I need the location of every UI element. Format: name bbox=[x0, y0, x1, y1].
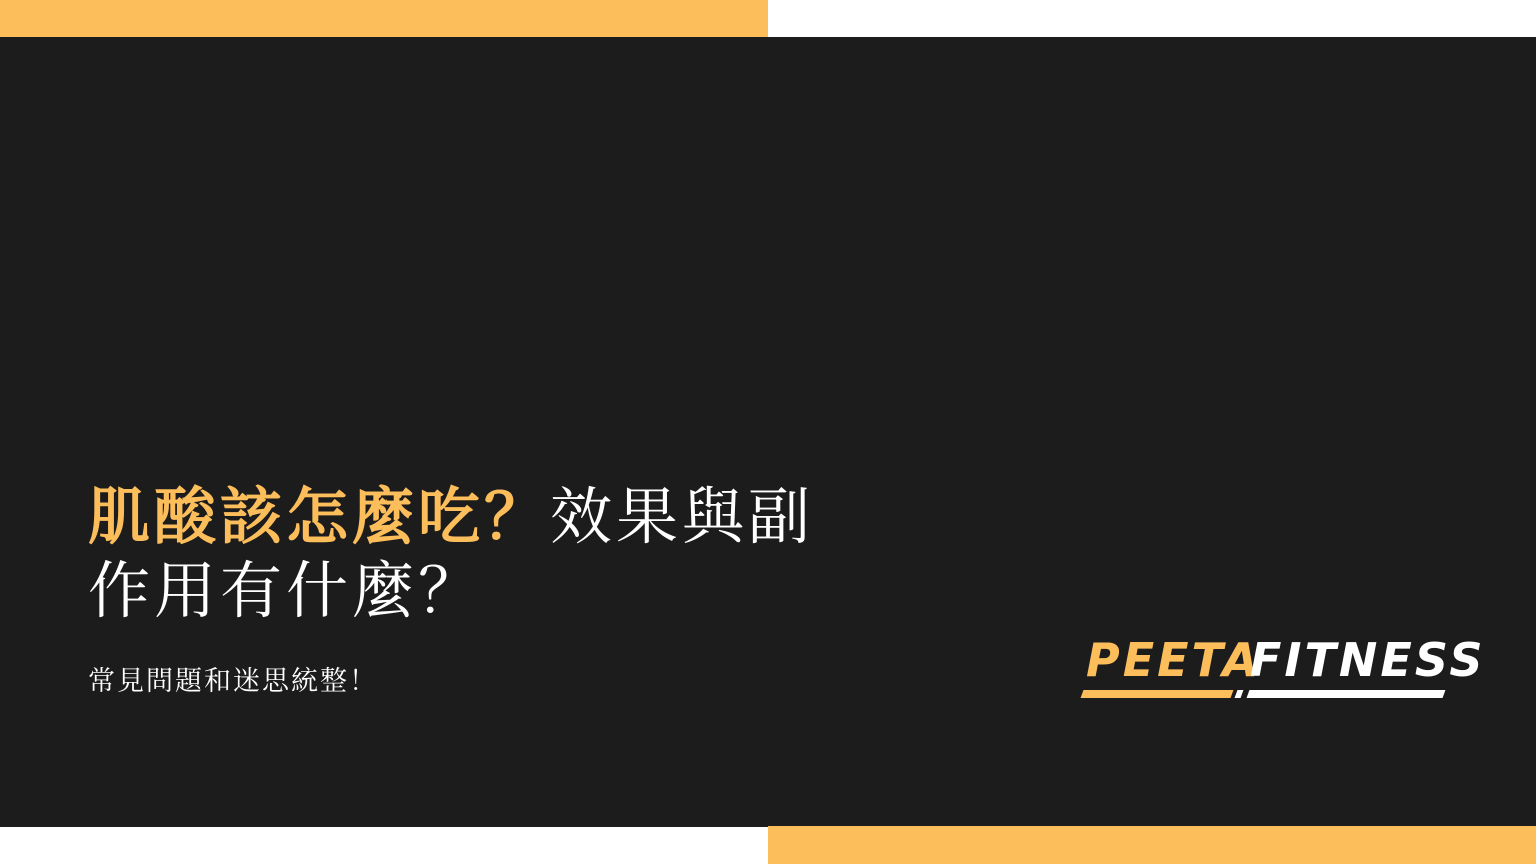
logo-underline-white bbox=[1247, 690, 1446, 698]
logo-underline-accent bbox=[1081, 690, 1234, 698]
brand-logo bbox=[1078, 632, 1486, 704]
logo-word-fitness: FITNESS bbox=[1250, 633, 1486, 687]
logo-dot bbox=[1235, 690, 1244, 698]
logo-word-peeta: PEETA bbox=[1086, 633, 1261, 687]
dark-panel bbox=[0, 37, 1536, 827]
accent-bar-top bbox=[0, 0, 768, 38]
headline bbox=[88, 480, 908, 628]
subtitle: 常見問題和迷思統整！ bbox=[88, 666, 378, 697]
headline-highlight: 肌酸該怎麼吃？ bbox=[88, 480, 551, 553]
accent-bar-bottom bbox=[768, 826, 1536, 864]
headline-rest-line2: 作用有什麼？ bbox=[88, 554, 485, 627]
headline-rest-line1: 效果與副 bbox=[550, 480, 815, 553]
